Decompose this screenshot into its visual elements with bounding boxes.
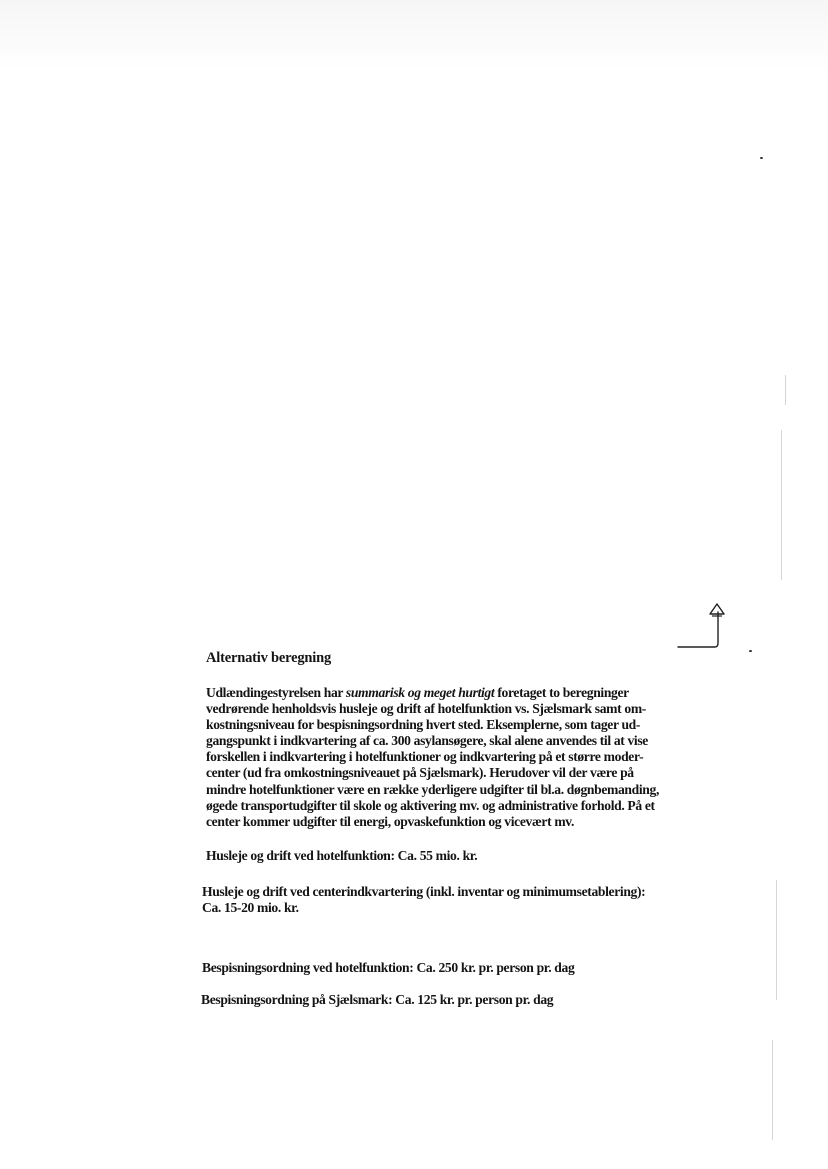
scan-edge-line <box>785 375 786 405</box>
emphasis-text: summarisk og meget hurtigt <box>345 685 495 700</box>
line-text: foretaget to beregninger <box>494 685 629 700</box>
center-cost-block <box>202 884 722 916</box>
hotel-food-line: Bespisningsordning ved hotelfunktion: Ca. 250 kr. pr. person pr. dag <box>202 959 575 975</box>
scan-edge-line <box>772 1040 773 1140</box>
line-text: Udlændingestyrelsen har <box>206 685 346 700</box>
scan-speck <box>749 650 752 652</box>
scan-edge-line <box>776 880 777 1000</box>
center-food-line: Bespisningsordning på Sjælsmark: Ca. 125 kr. pr. person pr. dag <box>201 991 554 1007</box>
paragraph-line: center kommer udgifter til energi, opvaskefunktion og vicevært mv. <box>206 813 575 829</box>
body-paragraph <box>206 685 722 830</box>
document-body <box>202 650 722 1008</box>
scan-speck <box>760 157 763 159</box>
paragraph-line: øgede transportudgifter til skole og aktivering mv. og administrative forhold. På et <box>206 797 655 813</box>
paragraph-line: mindre hotelfunktioner være en række yderligere udgifter til bl.a. døgnbemanding, <box>206 781 659 797</box>
paragraph-line: center (ud fra omkostningsniveauet på Sjælsmark). Herudover vil der være på <box>206 765 634 781</box>
section-heading: Alternativ beregning <box>206 650 332 666</box>
paragraph-line: gangspunkt i indkvartering af ca. 300 asylansøgere, skal alene anvendes til at vise <box>206 733 648 749</box>
paragraph-line: forskellen i indkvartering i hotelfunktioner og indkvartering på et større moder- <box>206 749 644 765</box>
center-cost-line: Husleje og drift ved centerindkvartering (inkl. inventar og minimumsetablering): <box>202 883 646 899</box>
handwritten-arrow-icon <box>672 600 732 652</box>
scan-shadow <box>0 0 828 70</box>
paragraph-line <box>206 685 722 701</box>
hotel-cost-line: Husleje og drift ved hotelfunktion: Ca. 55 mio. kr. <box>206 847 478 863</box>
paragraph-line: vedrørende henholdsvis husleje og drift af hotelfunktion vs. Sjælsmark samt om- <box>206 701 646 717</box>
paragraph-line: kostningsniveau for bespisningsordning hvert sted. Eksemplerne, som tager ud- <box>206 717 641 733</box>
scan-edge-line <box>781 430 782 580</box>
center-cost-amount: Ca. 15-20 mio. kr. <box>202 899 299 915</box>
